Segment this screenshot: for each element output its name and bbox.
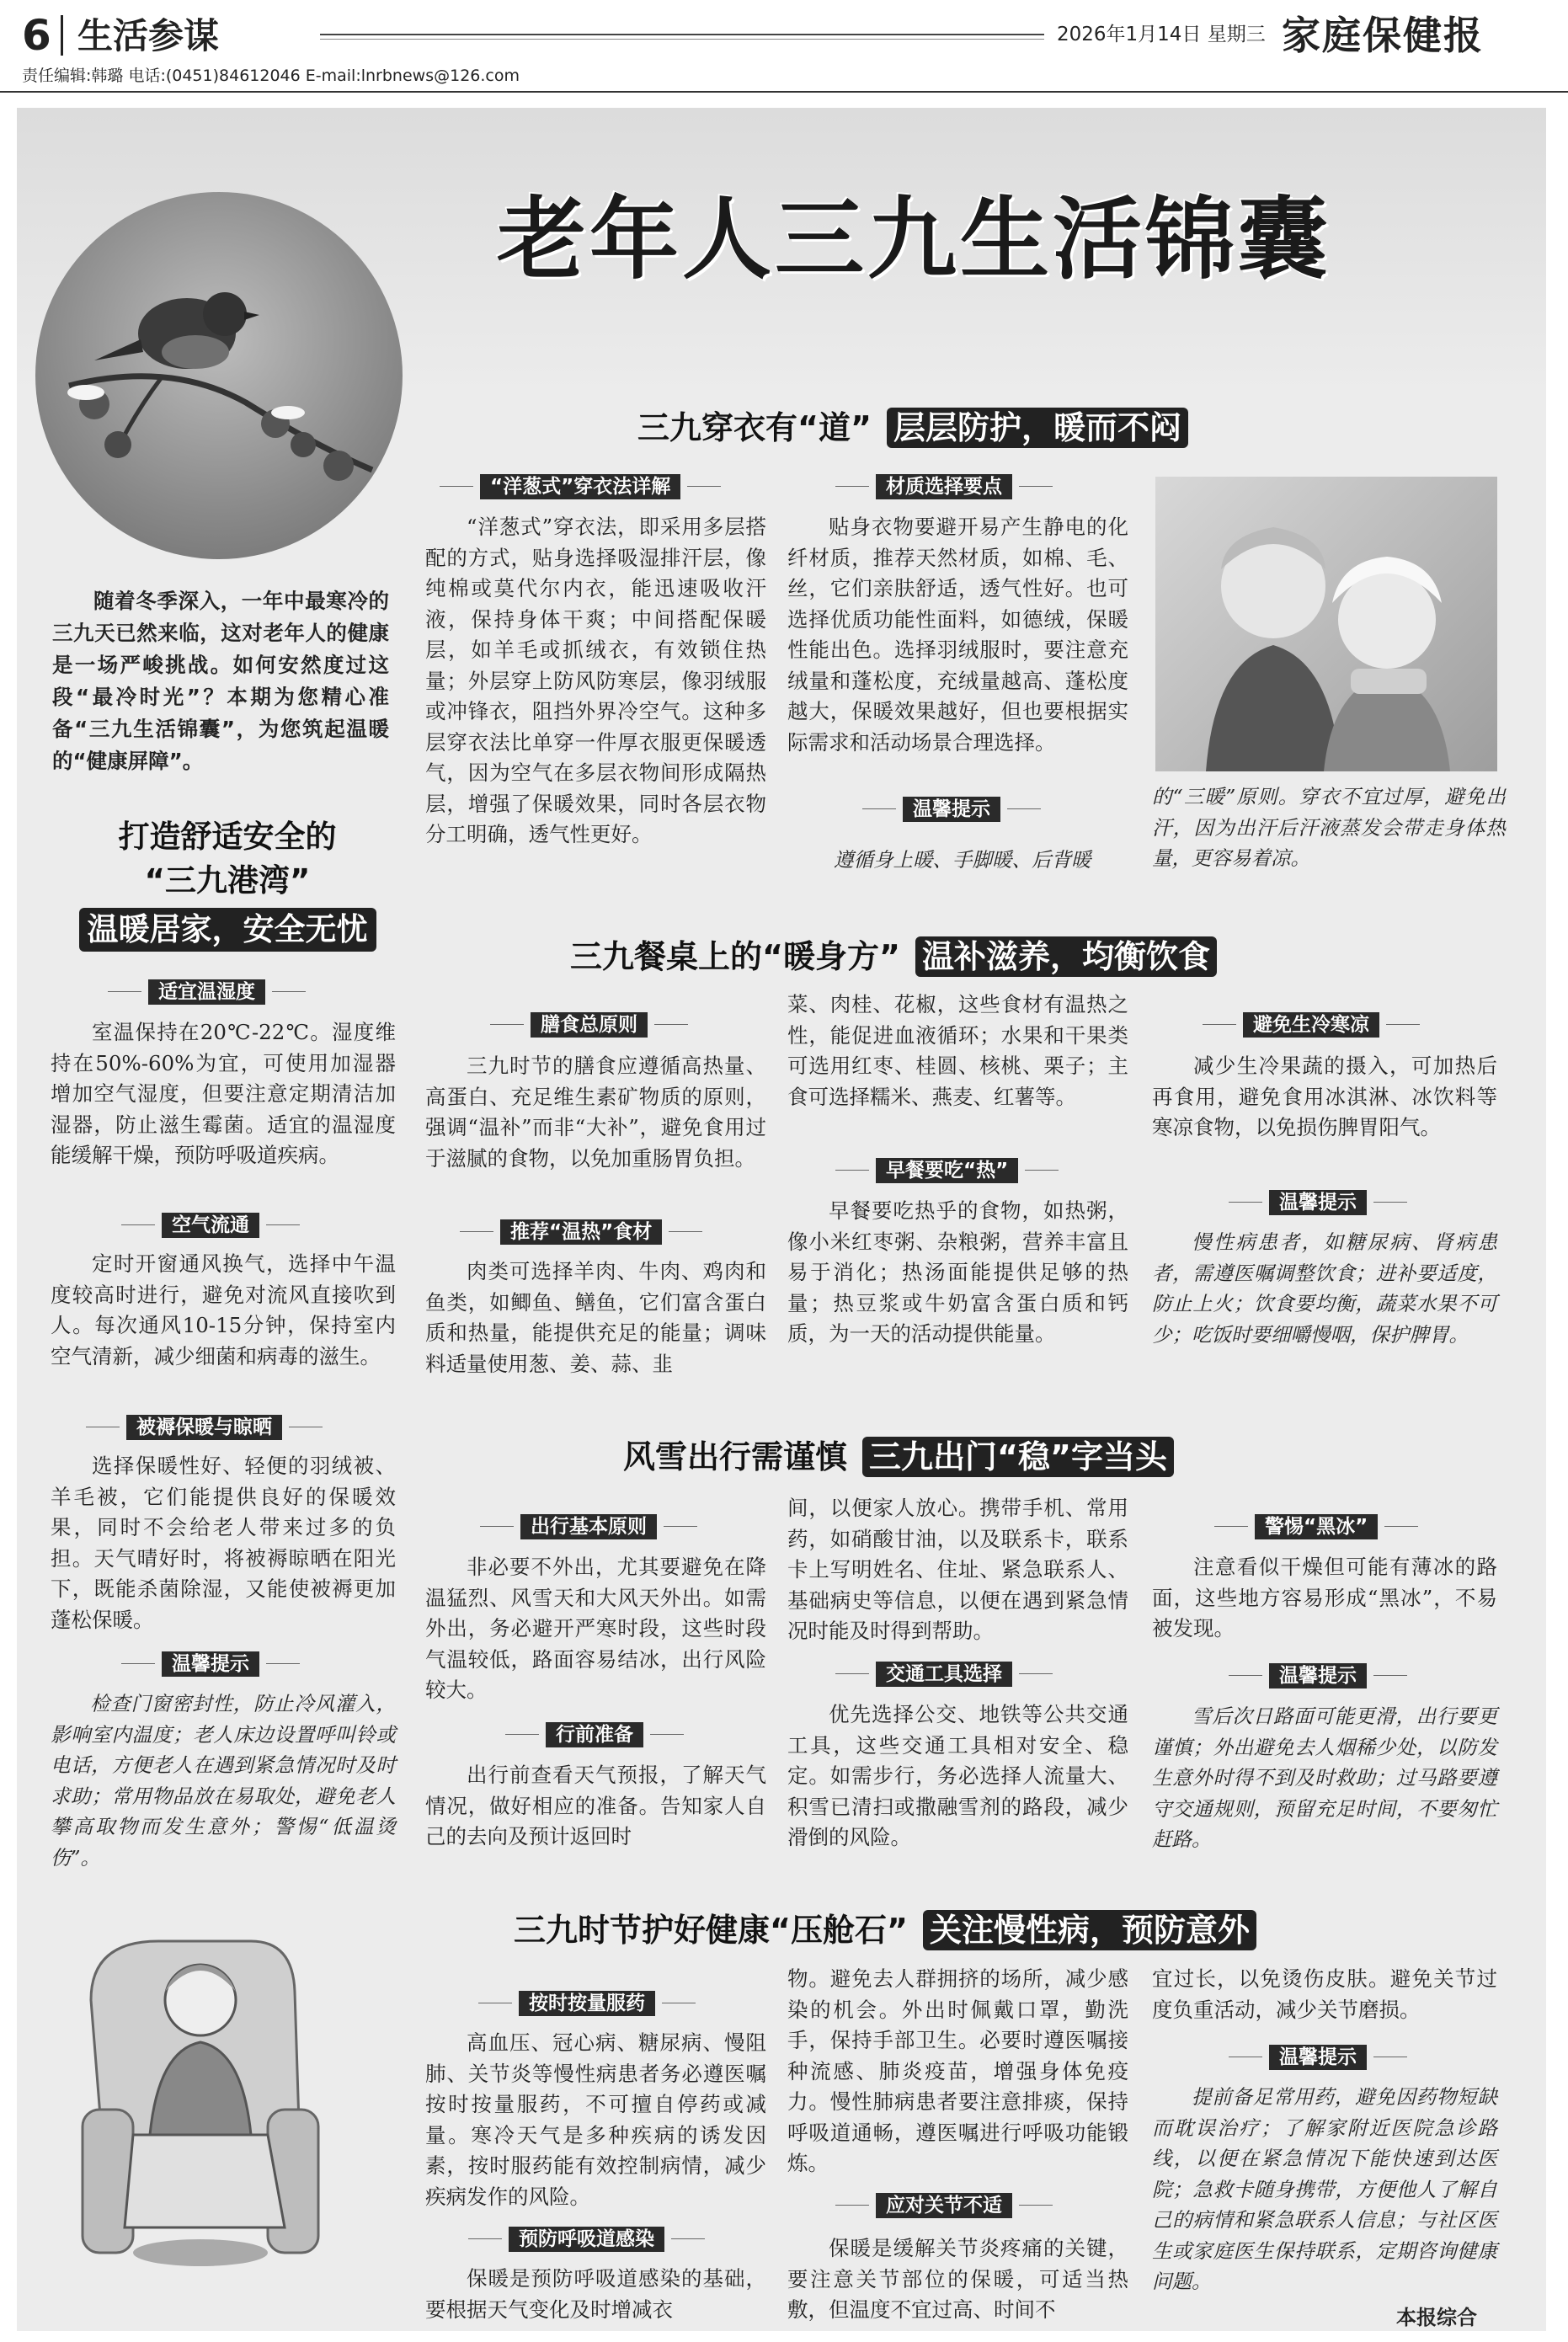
clothing-tip-label: 温馨提示 [903, 797, 1000, 822]
diet-heading-text: 三九餐桌上的“暖身方” [570, 938, 900, 975]
diet-label-avoid-cold: 避免生冷寒凉 [1243, 1012, 1379, 1038]
health-text-joints-a: 保暖是缓解关节炎疼痛的关键，要注意关节部位的保暖，可适当热敷，但温度不宜过高、时间不 [787, 2236, 1128, 2322]
travel-label-transport: 交通工具选择 [876, 1662, 1012, 1687]
health-label-respiratory: 预防呼吸道感染 [509, 2227, 664, 2252]
diet-label-ingredients: 推荐“温热”食材 [500, 1219, 662, 1245]
travel-label-black-ice: 警惕“黑冰” [1255, 1514, 1378, 1539]
article-source: 本报综合 [1396, 2306, 1477, 2329]
page-title: 老年人三九生活锦囊 [497, 188, 1331, 291]
clothing-text-material: 贴身衣物要避开易产生静电的化纤材质，推荐天然材质，如棉、毛、丝，它们亲肤舒适，透气性好。也可选择优质功能性面料，如德绒，保暖性能出色。选择羽绒服时，要注意充绒量和蓬松度，充绒量越高、蓬松度越大，保暖效果越好，但也要根据实际需求和活动场景合理选择。 [787, 515, 1128, 755]
travel-text-transport: 优先选择公交、地铁等公共交通工具，这些交通工具相对安全、稳定。如需步行，务必选择人流量大、积雪已清扫或撒融雪剂的路段，减少滑倒的风险。 [787, 1702, 1128, 1849]
health-text-respiratory-a: 保暖是预防呼吸道感染的基础，要根据天气变化及时增减衣 [425, 2266, 766, 2322]
home-text-bedding: 选择保暖性好、轻便的羽绒被、羊毛被，它们能提供良好的保暖效果，同时不会给老人带来过多的负担。天气晴好时，将被褥晾晒在阳光下，既能杀菌除湿，又能使被褥更加蓬松保暖。 [51, 1454, 396, 1632]
diet-tip-label: 温馨提示 [1269, 1190, 1367, 1215]
diet-text-ingredients-a: 肉类可选择羊肉、牛肉、鸡肉和鱼类，如鲫鱼、鳝鱼，它们富含蛋白质和热量，能提供充足的能量；调味料适量使用葱、姜、蒜、韭 [425, 1259, 766, 1376]
masthead-divider [61, 15, 63, 56]
page-number: 6 [22, 11, 51, 60]
clothing-text-onion: “洋葱式”穿衣法，即采用多层搭配的方式，贴身选择吸湿排汗层，像纯棉或莫代尔内衣，能迅速吸收汗液，保持身体干爽；中间搭配保暖层，如羊毛或抓绒衣，有效锁住热量；外层穿上防风防寒层，像羽绒服或冲锋衣，阻挡外界冷空气。这种多层穿衣法比单穿一件厚衣服更保暖透气，因为空气在多层衣物间形成隔热层，增强了保暖效果，同时各层衣物分工明确，透气性更好。 [425, 515, 766, 846]
travel-text-preparation-b: 间，以便家人放心。携带手机、常用药，如硝酸甘油，以及联系卡，联系卡上写明姓名、住址、紧急联系人、基础病史等信息，以便在遇到紧急情况时能及时得到帮助。 [787, 1496, 1128, 1643]
diet-text-breakfast: 早餐要吃热乎的食物，如热粥，像小米红枣粥、杂粮粥，营养丰富且易于消化；热汤面能提供足够的热量；热豆浆或牛奶富含蛋白质和钙质，为一天的活动提供能量。 [787, 1198, 1128, 1346]
travel-heading [623, 1437, 1174, 1477]
home-text-temperature: 室温保持在20℃-22℃。湿度维持在50%-60%为宜，可使用加湿器增加空气湿度，但要注意定期清洁加湿器，防止滋生霉菌。适宜的温湿度能缓解干燥，预防呼吸道疾病。 [51, 1020, 396, 1167]
bird-on-branch-photo [35, 192, 403, 559]
health-heading-text: 三九时节护好健康“压舱石” [514, 1912, 908, 1949]
health-text-medication: 高血压、冠心病、糖尿病、慢阻肺、关节炎等慢性病患者务必遵医嘱按时按量服药，不可擅自停药或减量。寒冷天气是多种疾病的诱发因素，按时服药能有效控制病情，减少疾病发作的风险。 [425, 2030, 766, 2209]
diet-heading [570, 936, 1217, 977]
couple-photo-illustration [1155, 477, 1497, 771]
health-tip-label: 温馨提示 [1269, 2045, 1367, 2070]
grandma-illustration [74, 1924, 352, 2278]
home-section-heading [51, 815, 404, 952]
travel-tip-text: 雪后次日路面可能更滑，出行要更谨慎；外出避免去人烟稀少处，以防发生意外时得不到及时救助；过马路要遵守交通规则，预留充足时间，不要匆忙赶路。 [1152, 1704, 1497, 1851]
grandma-in-armchair-illustration [74, 1924, 352, 2278]
health-text-joints-b: 宜过长，以免烫伤皮肤。避免关节过度负重活动，减少关节磨损。 [1152, 1966, 1497, 2022]
diet-tip-text: 慢性病患者，如糖尿病、肾病患者，需遵医嘱调整饮食；进补要适度，防止上火；饮食要均衡，蔬菜水果不可少；吃饭时要细嚼慢咽，保护脾胃。 [1152, 1230, 1497, 1347]
issue-date: 2026年1月14日 星期三 [1057, 24, 1266, 45]
header-band [0, 91, 1568, 93]
health-tip-text: 提前备足常用药，避免因药物短缺而耽误治疗；了解家附近医院急诊路线，以便在紧急情况下能快速到达医院；急救卡随身携带，方便他人了解自己的病情和紧急联系人信息；与社区医生或家庭医生保持联系，定期咨询健康问题。 [1152, 2085, 1497, 2293]
clothing-label-onion: “洋葱式”穿衣法详解 [480, 474, 680, 499]
home-label-temperature: 适宜温湿度 [148, 979, 265, 1005]
clothing-heading [637, 408, 1188, 448]
home-heading-line1: 打造舒适安全的 [118, 819, 337, 855]
diet-text-avoid-cold: 减少生冷果蔬的摄入，可加热后再食用，避免食用冰淇淋、冰饮料等寒凉食物，以免损伤脾胃阳气。 [1152, 1054, 1497, 1139]
bird-photo-illustration [35, 192, 403, 559]
masthead-rule [320, 34, 1044, 35]
travel-text-principle: 非必要不外出，尤其要避免在降温猛烈、风雪天和大风天外出。如需外出，务必避开严寒时段，这些时段气温较低，路面容易结冰，出行风险较大。 [425, 1555, 766, 1702]
section-name: 生活参谋 [77, 15, 220, 56]
home-tip-label: 温馨提示 [162, 1651, 259, 1677]
diet-text-ingredients-b: 菜、肉桂、花椒，这些食材有温热之性，能促进血液循环；水果和干果类可选用红枣、桂圆、核桃、栗子；主食可选择糯米、燕麦、红薯等。 [787, 992, 1128, 1109]
home-label-ventilation: 空气流通 [162, 1213, 259, 1238]
intro-paragraph: 随着冬季深入，一年中最寒冷的三九天已然来临，这对老年人的健康是一场严峻挑战。如何安然度过这段“最冷时光”？本期为您精心准备“三九生活锦囊”，为您筑起温暖的“健康屏障”。 [52, 589, 389, 773]
health-label-medication: 按时按量服药 [519, 1991, 655, 2016]
paper-name: 家庭保健报 [1282, 13, 1484, 58]
travel-heading-text: 风雪出行需谨慎 [623, 1438, 848, 1475]
editor-line: 责任编辑:韩璐 电话:(0451)84612046 E-mail:lnrbnews@126.com [22, 67, 520, 85]
diet-text-principle: 三九时节的膳食应遵循高热量、高蛋白、充足维生素矿物质的原则，强调“温补”而非“大补”，避免食用过于滋腻的食物，以免加重肠胃负担。 [425, 1054, 766, 1171]
clothing-tip-text-b: 的“三暖”原则。穿衣不宜过厚，避免出汗，因为出汗后汗液蒸发会带走身体热量，更容易着凉。 [1152, 785, 1506, 870]
travel-text-preparation-a: 出行前查看天气预报，了解天气情况，做好相应的准备。告知家人自己的去向及预计返回时 [425, 1763, 766, 1849]
travel-text-black-ice: 注意看似干燥但可能有薄冰的路面，这些地方容易形成“黑冰”，不易被发现。 [1152, 1555, 1497, 1640]
home-heading-badge: 温暖居家，安全无忧 [79, 908, 376, 952]
health-text-respiratory-b: 物。避免去人群拥挤的场所，减少感染的机会。外出时佩戴口罩，勤洗手，保持手部卫生。必要时遵医嘱接种流感、肺炎疫苗，增强身体免疫力。慢性肺病患者要注意排痰，保持呼吸道通畅，遵医嘱进行呼吸功能锻炼。 [787, 1966, 1128, 2175]
home-tip-text: 检查门窗密封性，防止冷风灌入，影响室内温度；老人床边设置呼叫铃或电话，方便老人在遇到紧急情况时及时求助；常用物品放在易取处，避免老人攀高取物而发生意外；警惕“低温烫伤”。 [51, 1692, 396, 1870]
clothing-tip-text-a: 遵循身上暖、手脚暖、后背暖 [834, 848, 1091, 872]
home-label-bedding: 被褥保暖与晾晒 [126, 1415, 282, 1440]
elderly-couple-photo [1155, 477, 1497, 771]
home-text-ventilation: 定时开窗通风换气，选择中午温度较高时进行，避免对流风直接吹到人。每次通风10-15分钟，保持室内空气清新，减少细菌和病毒的滋生。 [51, 1251, 396, 1368]
travel-label-principle: 出行基本原则 [520, 1514, 657, 1539]
travel-label-preparation: 行前准备 [546, 1722, 643, 1747]
health-label-joints: 应对关节不适 [876, 2193, 1012, 2218]
clothing-label-material: 材质选择要点 [876, 474, 1012, 499]
diet-label-breakfast: 早餐要吃“热” [876, 1158, 1018, 1183]
health-heading-badge: 关注慢性病，预防意外 [923, 1910, 1256, 1950]
diet-heading-badge: 温补滋养，均衡饮食 [915, 936, 1217, 977]
clothing-heading-badge: 层层防护，暖而不闷 [887, 408, 1188, 448]
health-heading [514, 1910, 1256, 1950]
diet-label-principle: 膳食总原则 [531, 1012, 648, 1038]
home-heading-line2: “三九港湾” [144, 862, 311, 899]
masthead-rule-thin [320, 39, 1044, 40]
clothing-heading-text: 三九穿衣有“道” [637, 409, 872, 446]
travel-heading-badge: 三九出门“稳”字当头 [862, 1437, 1174, 1477]
travel-tip-label: 温馨提示 [1269, 1663, 1367, 1688]
